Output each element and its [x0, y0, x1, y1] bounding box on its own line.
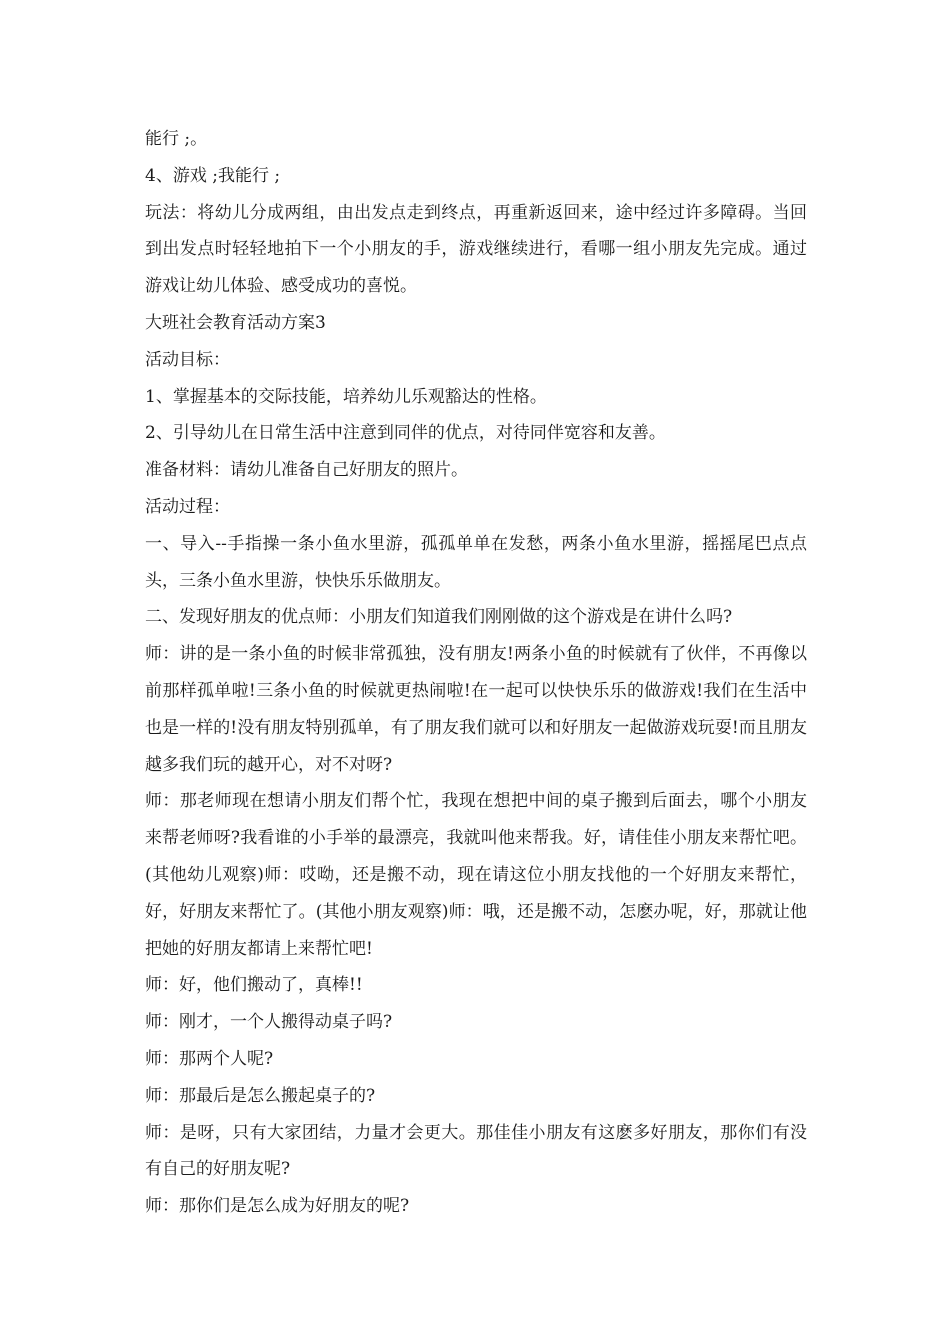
paragraph-teacher-8: 师：那你们是怎么成为好朋友的呢? — [145, 1196, 410, 1217]
paragraph-game-rules: 玩法：将幼儿分成两组，由出发点走到终点，再重新返回来，途中经过许多障碍。当回到出发点时轻轻地拍下一个小朋友的手，游戏继续进行，看哪一组小朋友先完成。通过游戏让幼儿体验、感受成功的喜悦。 — [145, 202, 807, 297]
paragraph-goal-2: 2、引导幼儿在日常生活中注意到同伴的优点，对待同伴宽容和友善。 — [145, 423, 666, 444]
paragraph-discover: 二、发现好朋友的优点师：小朋友们知道我们刚刚做的这个游戏是在讲什么吗? — [145, 607, 733, 628]
paragraph-teacher-2: 师：那老师现在想请小朋友们帮个忙，我现在想把中间的桌子搬到后面去，哪个小朋友来帮老师呀?我看谁的小手举的最漂亮，我就叫他来帮我。好，请佳佳小朋友来帮忙吧。(其他幼儿观察)师：哎呦，还是搬不动，现在请这位小朋友找他的一个好朋友来帮忙，好，好朋友来帮忙了。(其他小朋友观察)师：哦，还是搬不动，怎麽办呢，好，那就让他把她的好朋友都请上来帮忙吧! — [145, 791, 807, 959]
paragraph-goal-1: 1、掌握基本的交际技能，培养幼儿乐观豁达的性格。 — [145, 386, 547, 407]
paragraph-continuation: 能行 ;。 — [145, 129, 208, 149]
paragraph-intro: 一、导入--手指操一条小鱼水里游，孤孤单单在发愁，两条小鱼水里游，摇摇尾巴点点头，三条小鱼水里游，快快乐乐做朋友。 — [145, 533, 807, 591]
paragraph-materials: 准备材料：请幼儿准备自己好朋友的照片。 — [145, 460, 468, 481]
paragraph-teacher-7: 师：是呀，只有大家团结，力量才会更大。那佳佳小朋友有这麽多好朋友，那你们有没有自己的好朋友呢? — [145, 1122, 807, 1180]
paragraph-teacher-6: 师：那最后是怎么搬起桌子的? — [145, 1085, 376, 1106]
paragraph-goals-label: 活动目标： — [145, 349, 230, 370]
paragraph-game-title: 4、游戏 ;我能行 ; — [145, 165, 281, 186]
paragraph-teacher-5: 师：那两个人呢? — [145, 1048, 274, 1069]
paragraph-process-label: 活动过程： — [145, 496, 230, 517]
document-body — [145, 121, 807, 1225]
section-heading: 大班社会教育活动方案3 — [145, 312, 326, 333]
paragraph-teacher-3: 师：好，他们搬动了，真棒!! — [145, 975, 363, 996]
paragraph-teacher-1: 师：讲的是一条小鱼的时候非常孤独，没有朋友!两条小鱼的时候就有了伙伴，不再像以前那样孤单啦!三条小鱼的时候就更热闹啦!在一起可以快快乐乐的做游戏!我们在生活中也是一样的!没有朋友特别孤单，有了朋友我们就可以和好朋友一起做游戏玩耍!而且朋友越多我们玩的越开心，对不对呀? — [145, 644, 807, 775]
paragraph-teacher-4: 师：刚才，一个人搬得动桌子吗? — [145, 1012, 393, 1033]
